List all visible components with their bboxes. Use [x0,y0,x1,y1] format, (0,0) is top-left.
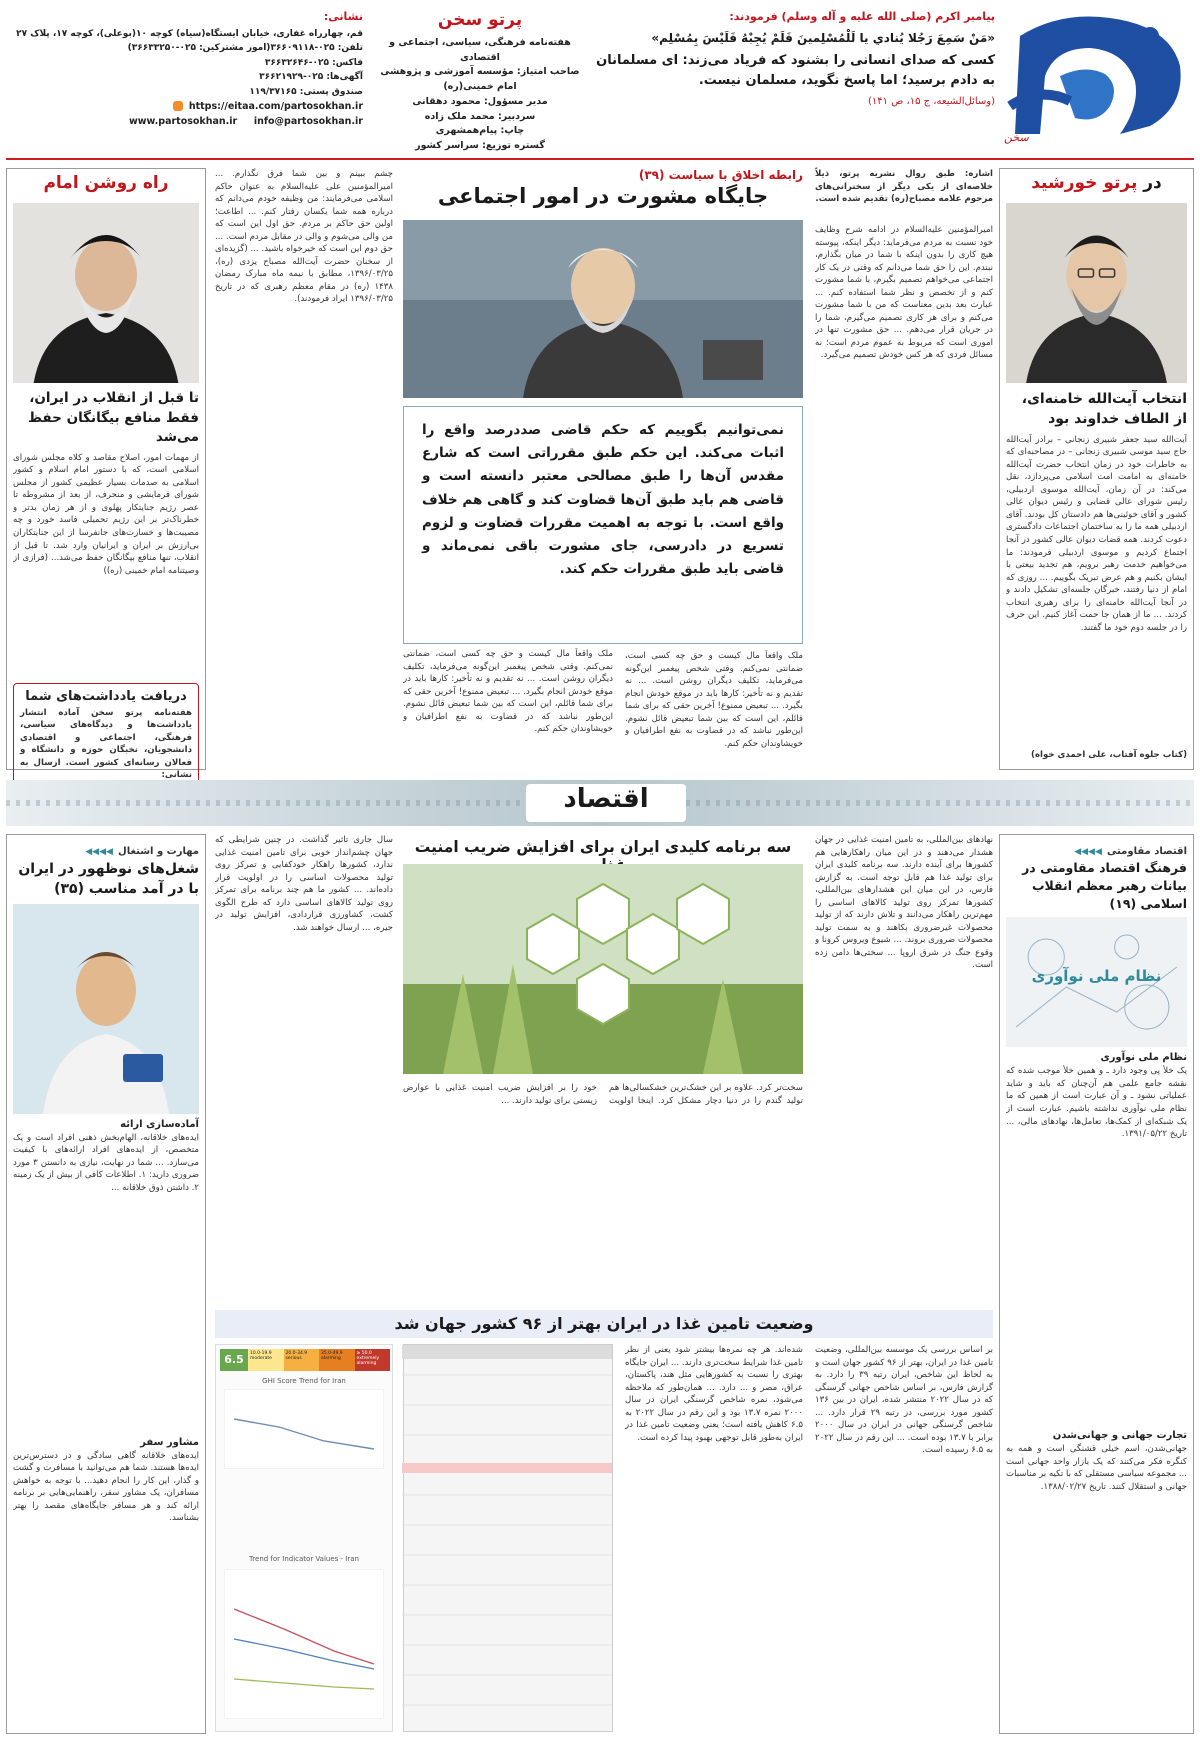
jobs-column [6,834,206,1734]
hadith-box [585,10,995,150]
publication-line: مدیر مسؤول: محمود دهقانی [412,95,548,107]
jobs-label: مهارت و اشتغال [118,846,199,857]
score-strip [220,1349,390,1371]
jobs-body1: ایده‌های خلاقانه، الهام‌بخش ذهنی افراد است و یک متخصص، از ایده‌های افراد ارائه‌های با کیفیت می‌سازد. ... شما در نهایت، نیازی به دانستن ۳ مورد ضروری دارید: ۱. اطلاعات کافی از بیش از یک زمینه ۲. داشتن ذوق خلاقانه ... [13,1132,199,1193]
hadith-source: (وسائل‌الشیعه، ج ۱۵، ص ۱۴۱) [868,96,995,107]
article-col2b: ملک واقعاً مال کیست و حق چه کسی است، ضمانتی نمی‌کنم. وقتی شخص پیغمبر این‌گونه می‌فرماید، تکلیف دیگران روشن است. ... نه تقدیم و نه تأخیر: کارها باید در موقع خودش انجام بگیرد. ... تبعیض ممنوع! آخرین حقی که برای شما قائلم، این است که بین شما تبعیض قائل نشوم. این‌طور نباشد که در قضاوت به نفع اطرافیان و خویشاوندان حکم کنم. [403,649,613,735]
jobs-subhead1: آماده‌سازی ارائه [120,1118,199,1130]
jobs-subhead2: مشاور سفر [140,1436,199,1448]
publication-line: صاحب امتیاز: مؤسسه آموزشی و پژوهشی امام خمینی(ره) [380,66,580,93]
innovation-image-caption: نظام ملی نوآوری [1031,967,1162,986]
eitaa-link[interactable]: https://eitaa.com/partosokhan.ir [188,100,363,112]
resistance-subhead2: تجارت جهانی و جهانی‌شدن [1052,1430,1187,1442]
address-line: قم، چهارراه غفاری، خیابان ایستگاه(سیاه) کوچه ۱۰(بوعلی)، کوچه ۱۷، پلاک ۲۷ [16,29,363,39]
publication-line: هفته‌نامه فرهنگی، سیاسی، اجتماعی و اقتصادی [389,37,571,63]
traveler-image [13,904,199,1114]
article-photo [403,220,803,398]
chart-caption: Trend for Indicator Values - Iran [249,1555,359,1563]
economy-title: اقتصاد [526,784,686,822]
main-article [215,168,993,770]
sun-label [1006,173,1187,199]
sun-source: (کتاب جلوه آفتاب، علی احمدی خواه) [1031,749,1187,760]
masthead [0,0,1200,158]
trend-chart [224,1389,384,1469]
logo [1000,6,1190,152]
resistance-body1: یک خلأ پی وجود دارد ـ و همین خلأ موجب شده که نقشه جامع علمی هم آن‌چنان که باید و شاید عملیاتی نشود ـ و آن عبارت است از همین که ما نظام ملی نوآوری نداشته باشیم. عبارت است از یک شبکه‌ای از کمک‌ها، تعامل‌ها، نهادهای مالی، ... تاریخ ۱۳۹۱/۰۵/۲۲. [1006,1066,1187,1140]
score-band-moderate: 10.0-19.9 moderate [248,1349,284,1371]
sun-headline: انتخاب آیت‌الله خامنه‌ای، از الطاف خداوند بود [1021,391,1187,428]
arrows-icon: ◀◀◀◀ [1074,847,1102,857]
hadith-persian: کسی که صدای انسانی را بشنود که فریاد می‌زند: ای مسلمانان به دادم برسید؛ اما پاسخ نگوید، مسلمان نیست. [596,53,995,88]
jobs-headline: شغل‌های نوظهور در ایران با در آمد مناسب (۳۵) [18,861,199,898]
resistance-label-row [1006,839,1187,855]
resistance-subhead1: نظام ملی نوآوری [1100,1052,1187,1064]
food-col1: نهادهای بین‌المللی، به تامین امنیت غذایی در جهان هشدار می‌دهند و در این میان راهکارهایی هم کشورها برای آینده دارند. سه برنامه کلیدی ایران برای تولید غذا هم قابل توجه است. به گزارش فارس، در این میان این هشدارهای بین‌المللی، کشورها تمرکز روی تولید کالاهای اساسی را مهم‌ترین راهکار می‌دانند و تلاش دارند که از تولید محصولات غیرضروری بکاهند و به سمت تولید محصولات ضروری بروند. ... شیوع ویروس کرونا و وقوع جنگ در شرق اروپا ... سختی‌ها دامن زده است. [815,835,993,971]
resistance-body2: جهانی‌شدن، اسم خیلی قشنگی است و همه به کنگره فکر می‌کنند که یک بازار واحد جهانی است ... مجموعه سیاسی مستقلی که با تکیه بر مناسبات جهانی و استقلال کنند. تاریخ ۱۳۸۸/۰۲/۲۷. [1006,1444,1187,1493]
economy-band [6,780,1194,826]
publication-line: گستره توزیع: سراسر کشور [415,140,545,152]
web-row [8,114,363,129]
hunger-col1: بر اساس بررسی یک موسسه بین‌المللی، وضعیت تامین غذا در ایران، بهتر از ۹۶ کشور جهان است و به لحاظ این شاخص، ایران رتبه ۳۹ را دارد. به گزارش فارس، بر اساس شاخص جهانی گرسنگی که در سال ۲۰۲۲ منتشر شده، ایران در بین ۱۳۶ کشور مورد بررسی، در رتبه ۲۹ قرار دارد. ... شاخص گرسنگی جهانی در ایران در سال ۲۰۰۰ برابر با ۱۳.۷ بوده است. ... این رقم در سال ۲۰۲۲ به ۶.۵ رسیده است. [815,1345,993,1456]
arrows-icon: ◀◀◀◀ [85,847,113,857]
sun-body: آیت‌الله سید جعفر شبیری زنجانی – برادر آیت‌الله حاج سید موسی شبیری زنجانی – در مصاحبه‌ای که به خاطرات خود در زمان انتخاب حضرت آیت‌الله خامنه‌ای به امامت امت اسلامی می‌پردازد، نقل می‌کند: در آن زمان، آیت‌الله موسوی اردبیلی، رئیس شورای عالی قضایی و رئیس دیوان عالی کشور و آقای خوئینی‌ها هم دادستان کل بودند. آقای اردبیلی همه ما را به ساختمان اجتماعات دادگستری دعوت کردند. همه قضات دیوان عالی کشور در آنجا اجتماع کردیم و موسوی اردبیلی فرمودند: ما می‌خواهیم خدمت رهبر برویم، هم تجدید بیعتی با ایشان بکنیم و هم عرض تبریک بگوییم. ... روزی که امام از دنیا رفتند، خبرگان جلسه‌ای تشکیل دادند و در آنجا آیت‌الله خامنه‌ای را برای رهبری انتخاب کردند. ... ما از همان جا حمت آغاز کنیم. این حرف را در جلسه دوم خود ما گفتند. [1006,434,1187,633]
imam-portrait [13,203,199,383]
address-line: آگهی‌ها: ۰۲۵-۳۶۶۲۱۹۲۹ [259,72,363,83]
trend-title: GHI Score Trend for Iran [262,1377,346,1385]
jobs-body2: ایده‌های خلاقانه گاهی سادگی و در دسترس‌ترین ایده‌ها هستند. شما هم می‌توانید با مسافرت و گشت و گذار، این کار را انجام دهید... با توجه به خواهش مسافران، یک مشاور سفر، راهنمایی‌هایی بر برنامه ارائه کند و هر مسافر جایگاه‌های مقصد را بهتر بشناسد. [13,1450,199,1524]
resistance-label: اقتصاد مقاومتی [1106,846,1187,857]
sun-label-prefix: در [1143,173,1162,193]
publication-info [370,10,590,150]
food-article [215,834,993,1304]
score-band-serious: 20.0-34.9 serious [284,1349,320,1371]
masthead-divider [6,158,1194,160]
address-box [8,10,363,150]
resistance-column [999,834,1194,1734]
food-col3: سال جاری تاثیر گذاشت. در چنین شرایطی که جهان چشم‌انداز خوبی برای تامین امنیت غذایی ندارد، کشورها راهکار خودکفایی و تمرکز روی تولید محصولات اساسی را در اولویت قرار داده‌اند. ... کشور ما هم چند برنامه برای تمرکز روی تولید کالاهای اساسی دارد که طرح الگوی کشت، کشاورزی قراردادی، افزایش تولید در جیره، ... ارسال خواهند شد. [215,835,393,933]
score-band-alarming: 35.0-49.9 alarming [319,1349,355,1371]
leader-portrait [1006,203,1187,383]
notice-body: هفته‌نامه پرتو سخن آماده انتشار یادداشت‌ها و دیدگاه‌های سیاسی، فرهنگی، اجتماعی و اقتصادی دانشجویان، نخبگان حوزه و دانشگاه و فعالان رسانه‌ای کشور است. ارسال به نشانی: [20,707,192,781]
article-intro: اشاره: طبق روال نشریه پرتو، ذیلاً خلاصه‌ای از یکی دیگر از سخنرانی‌های مرحوم علامه مصباح(ره) تقدیم شده است. [815,169,993,205]
publication-name: پرتو سخن [437,10,523,30]
hunger-chart-block [215,1344,393,1732]
pullquote-box [403,406,803,644]
publication-line: سردبیر: محمد ملک زاده [424,110,536,122]
hunger-article [215,1310,993,1734]
notice-title: دریافت یادداشت‌های شما [25,688,187,704]
food-headline: سه برنامه کلیدی ایران برای افزایش ضریب امنیت [414,838,792,856]
article-col1: امیرالمؤمنین علیه‌السلام در ادامه شرح وظایف خود نسبت به مردم می‌فرماید: دیگر اینکه، پیوسته هیچ کاری را بدون اینکه با شما در میان بگذارم، نبندم. این را حق شما می‌دانم که وقتی در یک کار اجتماعی می‌خواهم تصمیم بگیرم، با شما مشورت کنم و از تخصص و نظر شما استفاده کنم. ... عبارت بعد بدین معناست که من با شما مشورت می‌کنم و برای هر کاری تصمیم می‌گیرم، شما را در جریان قرار می‌دهم. ... حق مشورت تنها در اموری است که مربوط به عموم مردم است؛ نه مسائل فردی که هر کس خودش تصمیم می‌گیرد. [815,225,993,361]
sun-label-main: پرتو خورشید [1031,173,1138,193]
web-link[interactable]: www.partosokhan.ir [128,116,238,128]
resistance-headline: فرهنگ اقتصاد مقاومتی در بیانات رهبر معظم انقلاب اسلامی (۱۹) [1022,860,1187,912]
hunger-table [403,1344,613,1732]
article-col2: ملک واقعاً مال کیست و حق چه کسی است، ضمانتی نمی‌کنم. وقتی شخص پیغمبر این‌گونه می‌فرماید، تکلیف دیگران روشن است. ... نه تقدیم و نه تأخیر: کارها باید در موقع خودش انجام بگیرد. ... تبعیض ممنوع! آخرین حقی که برای شما قائلم، این است که بین شما تبعیض قائل نشوم. این‌طور نباشد که در قضاوت به نفع اطرافیان و خویشاوندان حکم کنم. [625,651,803,749]
imam-body: از مهمات امور، اصلاح مقاصد و کلاه مجلس شورای اسلامی است، که با دستور امام اسلام و کشور اسلامی به صدمات بسیار عظیمی کشور از مجلس شورای فرمایشی و منحرف، از بعد از مشروطه تا عصر رژیم جنایتکار پهلوی و از هر زمان بدتر و خطرناک‌تر بر این رژیم تحمیلی فاسد خورد و چه مصیبت‌ها و خسارت‌های جانفرسا از این جنایتکاران بی‌ارزش بر ایران و ایرانیان وارد شد. تا قبل از انقلاب، تنها منافع بیگانگان حفظ می‌شد... (فرازی از وصیتنامه امام خمینی (ره)) [13,452,199,576]
hunger-col2: شده‌اند. هر چه نمره‌ها بیشتر شود یعنی از نظر تامین غذا شرایط سخت‌تری دارند. ... ایران جایگاه بهتری را نسبت به کشورهایی مثل هند، پاکستان، عراق، مصر و ... دارد. ... همان‌طور که ملاحظه می‌شود، نمره شاخص گرسنگی ایران در سال ۲۰۰۰ نمره ۱۳.۷ بود و این رقم در سال ۲۰۲۲ به ۶.۵ کاهش یافته است؛ یعنی وضعیت تامین غذا در ایران به‌طور قابل توجهی بهبود پیدا کرده است. [625,1345,803,1443]
address-title: نشانی: [323,10,363,23]
address-line: فاکس: ۰۲۵-۳۶۶۳۲۶۴۶ [264,57,363,68]
sun-column [999,168,1194,770]
innovation-image [1006,917,1187,1047]
jobs-label-row [13,839,199,855]
address-line: صندوق پستی: ۱۱۹/۳۷۱۶۵ [249,86,363,97]
address-line: تلفن: ۰۲۵-۳۶۶۰۹۱۱۸(امور مشترکین: ۰۲۵-۳۶۶۳۳۲۵۰) [127,43,363,54]
food-col2: سخت‌تر کرد. علاوه بر این خشک‌ترین خشکسالی‌ها هم تولید گندم را در دنیا دچار مشکل کرد. اینجا اولویت خود را بر افزایش ضریب امنیت غذایی با عوارض زیستی برای تولید دارند. ... [403,1083,803,1106]
farm-image [403,864,803,1074]
hadith-heading: پیامبر اکرم (صلی الله علیه و آله وسلم) فرمودند: [729,10,995,23]
eitaa-row [8,99,363,114]
hunger-headline-bar [215,1310,993,1338]
email-link[interactable]: info@partosokhan.ir [253,116,363,128]
score-band-extreme: ≥ 50.0 extremely alarming [355,1349,391,1371]
score-value: 6.5 [220,1349,248,1371]
eitaa-icon [173,101,183,111]
imam-label: راه روشن امام [43,173,169,193]
hunger-headline: وضعیت تامین غذا در ایران بهتر از ۹۶ کشور جهان شد [394,1314,814,1333]
hadith-arabic: «مَنْ سَمِعَ رَجُلا يُنادي يا لَلْمُسْلِمينَ فَلَمْ يُجِبْهُ فَلَيْسَ بِمُسْلِم» [651,31,995,45]
article-kicker: رابطه اخلاق با سیاست (۳۹) [638,168,803,182]
imam-column [6,168,206,781]
pullquote-text: نمی‌توانیم بگوییم که حکم قاضی صددرصد واقع را اثبات می‌کند. این حکم طبق مقرراتی است که شارع مقدس آن‌ها را طبق مصالحی معتبر دانسته است و قاضی هم باید طبق آن‌ها قضاوت کند و گاهی هم خلاف واقع است. با توجه به اهمیت مقررات قضاوت و لزوم تسریع در دادرسی، جای مشورت باقی نمی‌ماند و قاضی باید طبق مقررات حکم کند. [422,422,784,578]
imam-headline: تا قبل از انقلاب در ایران، فقط منافع بیگانگان حفظ می‌شد [27,390,199,446]
article-headline: جایگاه مشورت در امور اجتماعی [437,184,769,208]
article-col3: چشم ببینم و بین شما فرق نگذارم. ... امیرالمؤمنین علی علیه‌السلام به عنوان حاکم اسلامی می‌فرمایند: من وظیفه خودم می‌دانم که درباره همه شما یکسان رفتار کنم. ... اطاعت؛ اولین حق حاکم بر مردم. حق اول این است که من والی می‌شوم و والی در مقابل مردم است. ... حق دوم این است که خیرخواه باشید. ... (گزیده‌ای از سخنان حضرت آیت‌الله مصباح یزدی (ره)، ۱۳۹۶/۰۳/۲۵، مطابق با نیمه ماه مبارک رمضان ۱۴۳۸ (ره) در مقام معظم رهبری که در تاریخ ۱۳۹۶/۰۳/۲۵ ایراد فرمودند). [215,169,393,305]
logo-sub: سخن [1004,131,1029,144]
publication-line: چاپ: پیام‌همشهری [435,125,525,137]
indicator-chart [224,1569,384,1719]
